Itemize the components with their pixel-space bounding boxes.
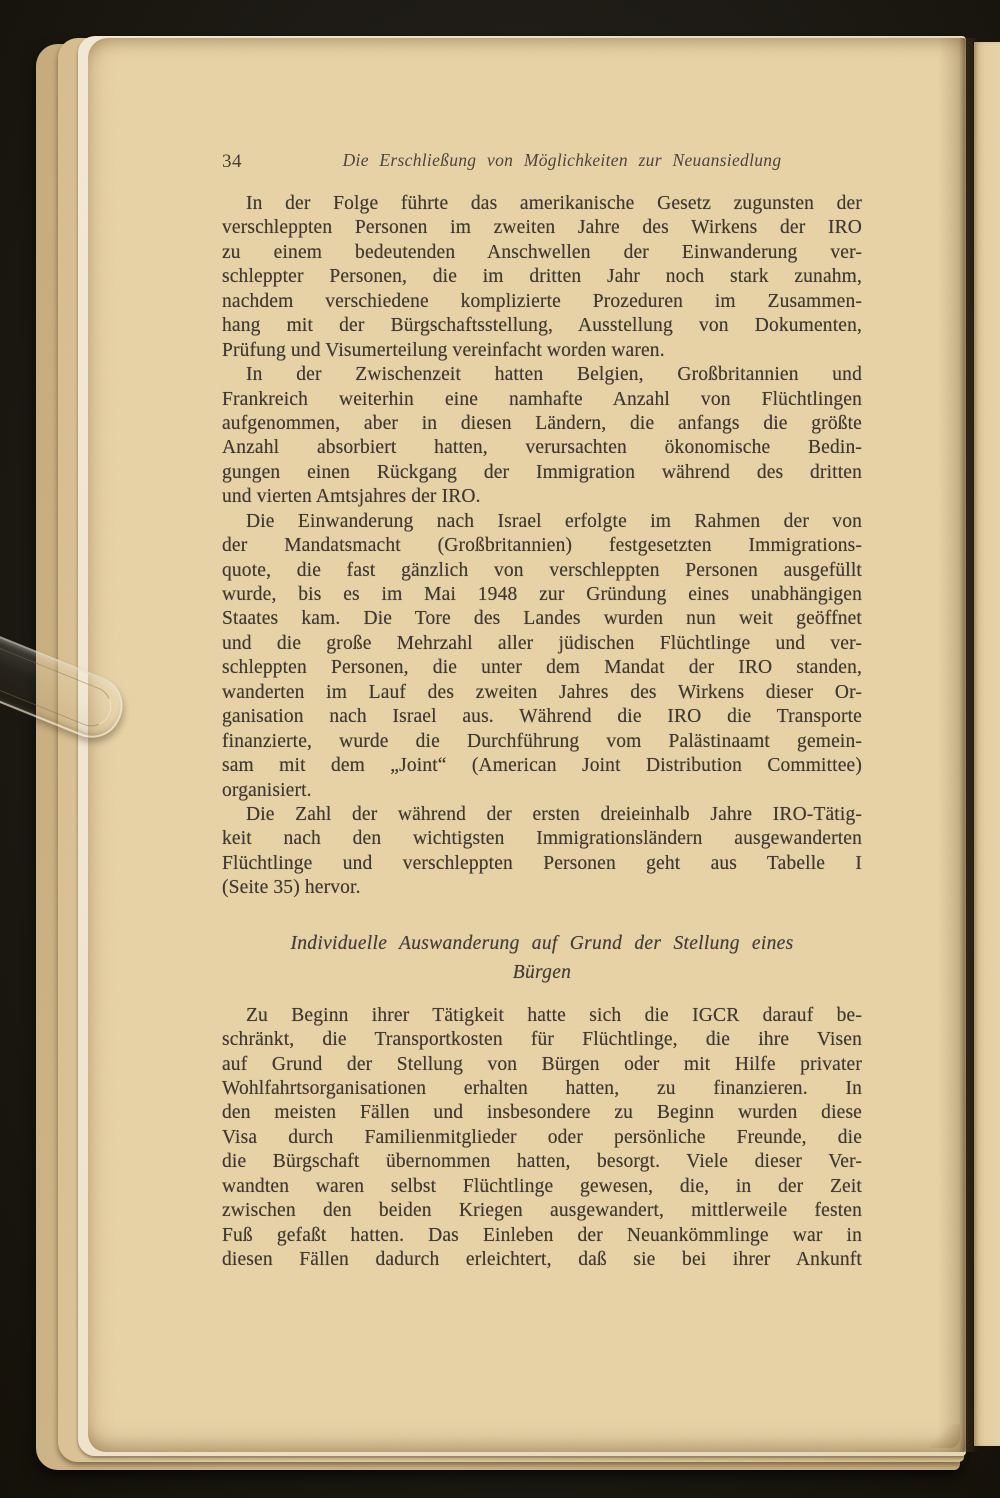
text-line: Die Zahl der während der ersten dreieinhalb Jahre IRO-Tätig- bbox=[246, 803, 862, 825]
text-line: Die Einwanderung nach Israel erfolgte im Rahmen der von bbox=[246, 510, 862, 532]
text-line: Frankreich weiterhin eine namhafte Anzahl von Flüchtlingen bbox=[222, 388, 862, 410]
text-line: Fuß gefaßt hatten. Das Einleben der Neuankömmlinge war in bbox=[222, 1224, 862, 1246]
text-line: schränkt, die Transportkosten für Flüchtlinge, die ihre Visen bbox=[222, 1029, 862, 1051]
text-line: Staates kam. Die Tore des Landes wurden nun weit geöffnet bbox=[222, 608, 862, 630]
text-line: diesen Fällen dadurch erleichtert, daß sie bei ihrer Ankunft bbox=[222, 1249, 862, 1271]
heading-line: Bürgen bbox=[512, 961, 572, 983]
text-line: quote, die fast gänzlich von verschleppten Personen ausgefüllt bbox=[222, 559, 862, 581]
paragraph bbox=[222, 192, 862, 363]
text-line: zu einem bedeutenden Anschwellen der Einwanderung ver- bbox=[222, 241, 862, 263]
text-line: nachdem verschiedene komplizierte Prozeduren im Zusammen- bbox=[222, 290, 862, 312]
text-line: aufgenommen, aber in diesen Ländern, die anfangs die größte bbox=[222, 412, 862, 434]
text-line: Wohlfahrtsorganisationen erhalten hatten, zu finanzieren. In bbox=[222, 1078, 862, 1099]
text-line: wandten waren selbst Flüchtlinge gewesen, die, in der Zeit bbox=[222, 1175, 862, 1197]
text-line: schleppter Personen, die im dritten Jahr noch stark zunahm, bbox=[222, 266, 862, 288]
text-line: zwischen den beiden Kriegen ausgewandert, mittlerweile festen bbox=[222, 1200, 862, 1222]
text-line: In der Zwischenzeit hatten Belgien, Großbritannien und bbox=[246, 364, 862, 386]
text-line: der Mandatsmacht (Großbritannien) festgesetzten Immigrations- bbox=[222, 535, 862, 557]
text-line: verschleppten Personen im zweiten Jahre des Wirkens der IRO bbox=[222, 217, 862, 239]
text-line: (Seite 35) hervor. bbox=[222, 877, 361, 899]
text-column bbox=[222, 192, 862, 1273]
paragraph bbox=[222, 363, 862, 510]
text-line: organisiert. bbox=[222, 779, 312, 801]
text-line: Visa durch Familienmitglieder oder persönliche Freunde, die bbox=[222, 1126, 862, 1148]
text-line: Prüfung und Visumerteilung vereinfacht worden waren. bbox=[222, 339, 665, 361]
text-line: Zu Beginn ihrer Tätigkeit hatte sich die IGCR darauf be- bbox=[246, 1004, 862, 1026]
text-line: und vierten Amtsjahres der IRO. bbox=[222, 486, 481, 508]
text-line: ganisation nach Israel aus. Während die IRO die Transporte bbox=[222, 706, 862, 728]
paragraph bbox=[222, 803, 862, 901]
text-line: gungen einen Rückgang der Immigration während des dritten bbox=[222, 461, 862, 483]
text-line: wurde, bis es im Mai 1948 zur Gründung eines unabhängigen bbox=[222, 584, 862, 605]
text-line: In der Folge führte das amerikanische Gesetz zugunsten der bbox=[246, 193, 862, 214]
section-heading bbox=[222, 929, 862, 987]
text-line: keit nach den wichtigsten Immigrationsländern ausgewanderten bbox=[222, 828, 862, 850]
text-line: Anzahl absorbiert hatten, verursachten ökonomische Bedin- bbox=[222, 437, 862, 459]
paragraph bbox=[222, 1004, 862, 1273]
facing-page-sliver bbox=[974, 42, 1000, 1446]
text-line: auf Grund der Stellung von Bürgen oder mit Hilfe privater bbox=[222, 1053, 862, 1075]
text-line: schleppten Personen, die unter dem Mandat der IRO standen, bbox=[222, 657, 862, 679]
text-line: hang mit der Bürgschaftsstellung, Ausstellung von Dokumenten, bbox=[222, 315, 862, 337]
text-line: finanzierte, wurde die Durchführung vom Palästinaamt gemein- bbox=[222, 730, 862, 752]
heading-line: Individuelle Auswanderung auf Grund der Stellung eines bbox=[290, 932, 794, 954]
running-head-title: Die Erschließung von Möglichkeiten zur Neuansiedlung bbox=[342, 150, 782, 170]
text-line: wanderten im Lauf des zweiten Jahres des Wirkens dieser Or- bbox=[222, 681, 862, 703]
page-number: 34 bbox=[222, 151, 242, 172]
paragraph bbox=[222, 510, 862, 803]
text-line: die Bürgschaft übernommen hatten, besorgt. Viele dieser Ver- bbox=[222, 1151, 862, 1173]
text-line: den meisten Fällen und insbesondere zu Beginn wurden diese bbox=[222, 1102, 862, 1124]
running-head bbox=[222, 150, 862, 176]
text-line: Flüchtlinge und verschleppten Personen geht aus Tabelle I bbox=[222, 852, 862, 874]
text-line: und die große Mehrzahl aller jüdischen Flüchtlinge und ver- bbox=[222, 632, 862, 654]
text-line: sam mit dem „Joint“ (American Joint Distribution Committee) bbox=[222, 755, 862, 777]
